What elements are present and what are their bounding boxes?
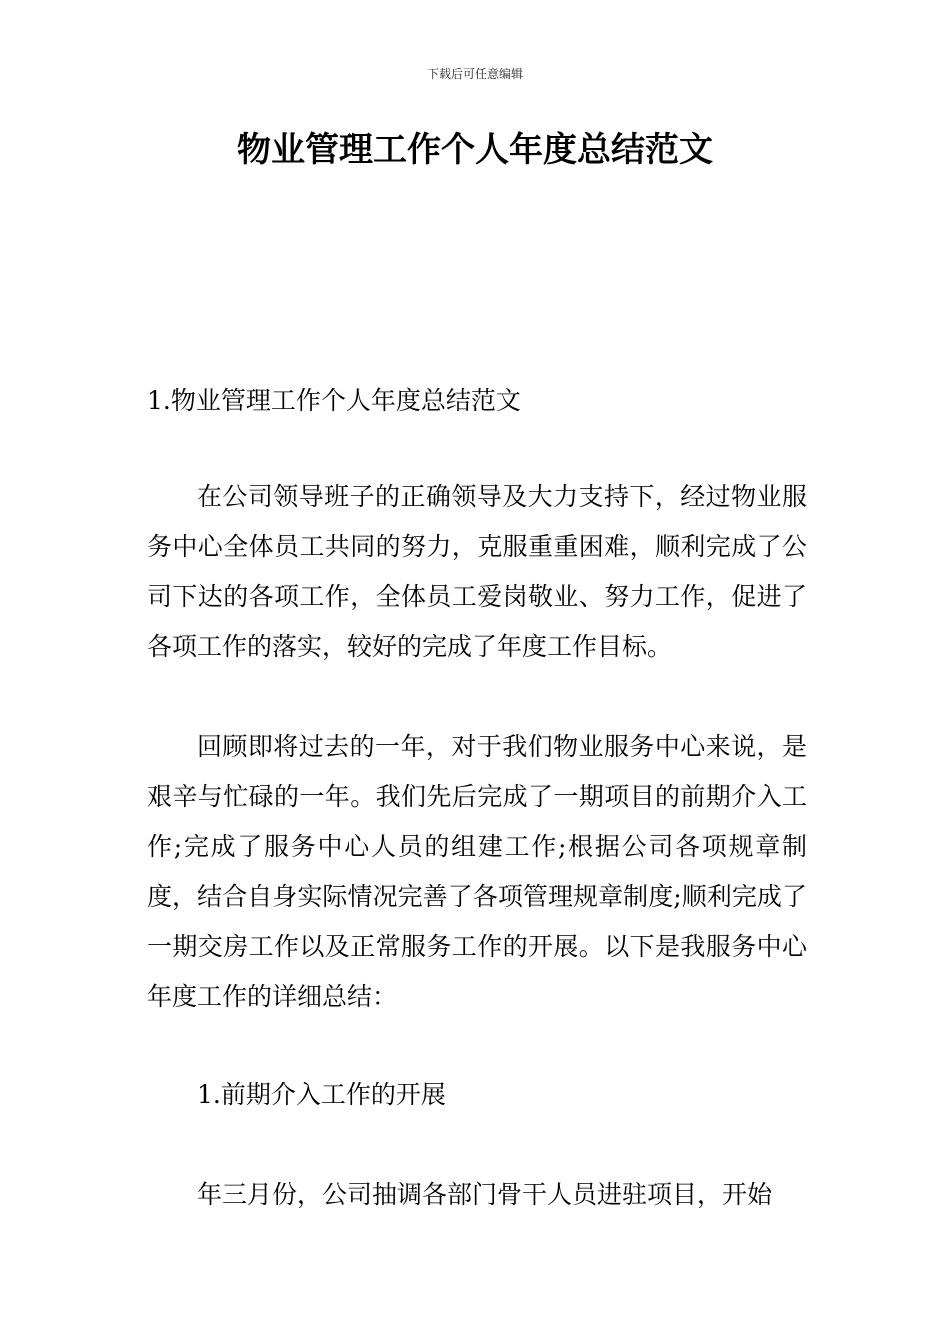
paragraph-3: 年三月份，公司抽调各部门骨干人员进驻项目，开始: [197, 1180, 773, 1209]
sub-heading: 1.前期介入工作的开展: [197, 1080, 446, 1109]
paragraph-2: 回顾即将过去的一年，对于我们物业服务中心来说，是艰辛与忙碌的一年。我们先后完成了一期项目的前期介入工作;完成了服务中心人员的组建工作;根据公司各项规章制度，结合自身实际情况完善了各项管理规章制度;顺利完成了一期交房工作以及正常服务工作的开展。以下是我服务中心年度工作的详细总结：: [147, 732, 807, 1011]
document-title: 物业管理工作个人年度总结范文: [237, 130, 713, 170]
paragraph-1: 在公司领导班子的正确领导及大力支持下，经过物业服务中心全体员工共同的努力，克服重重困难，顺利完成了公司下达的各项工作，全体员工爱岗敬业、努力工作，促进了各项工作的落实，较好的完成了年度工作目标。: [147, 482, 807, 661]
sub-heading-block: [147, 1070, 807, 1120]
section-heading: 1.物业管理工作个人年度总结范文: [147, 386, 521, 415]
header-note: 下载后可任意编辑: [426, 67, 523, 81]
